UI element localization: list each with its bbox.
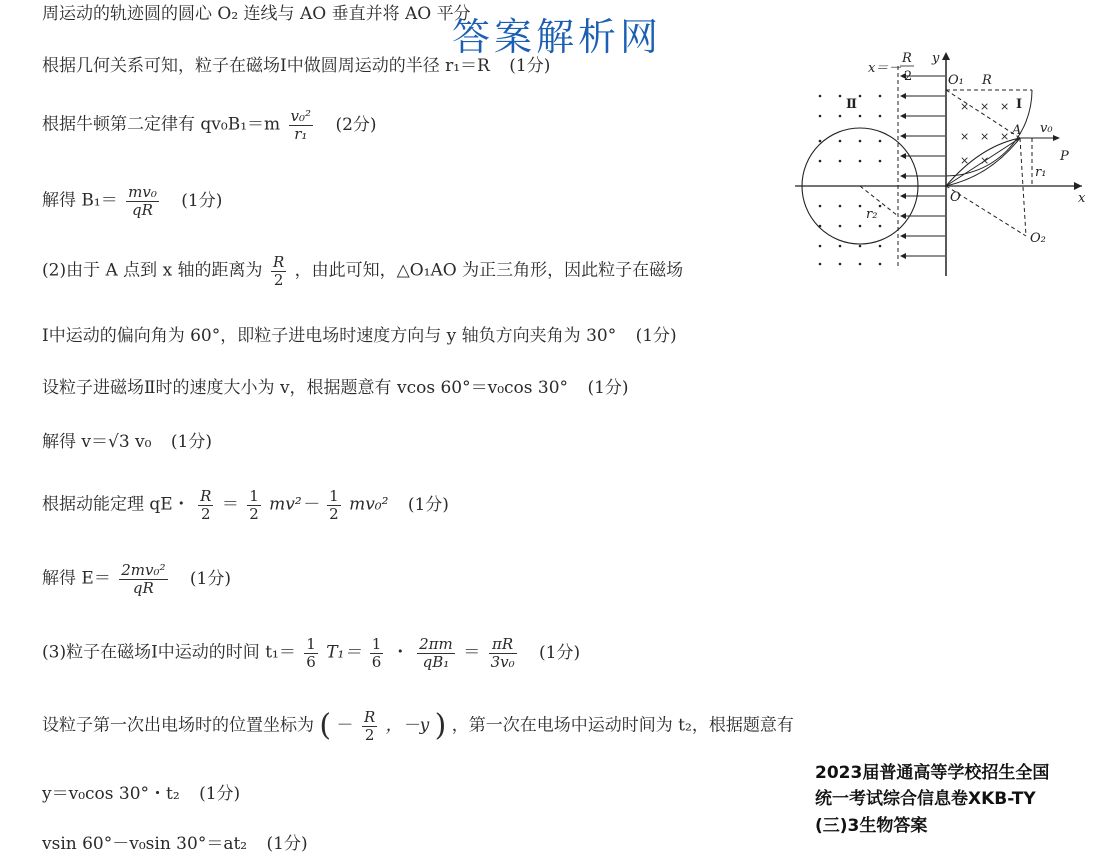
label-2: 2 [904,69,913,84]
line-6-text: Ⅰ中运动的偏向角为 60°，即粒子进电场时速度方向与 y 轴负方向夹角为 30° [42,326,617,346]
numerator: 1 [371,635,382,653]
line-8-score: (1分) [170,432,212,452]
label-O1: O₁ [948,73,964,88]
denominator: 2 [329,504,339,523]
line-10-score: (1分) [189,568,232,589]
text-line-9 [42,488,449,522]
line-12-text-b: ，－y [385,715,430,736]
numerator: R [200,487,212,505]
line-7-text: 设粒子进磁场Ⅱ时的速度大小为 v，根据题意有 vcos 60°＝v₀cos 30° [42,378,569,398]
numerator: 1 [306,635,316,653]
footer-line-2: 统一考试综合信息卷XKB-TY [815,789,1036,810]
line-6-score: (1分) [635,326,677,346]
line-7-score: (1分) [587,378,629,398]
svg-text:×: × [960,100,970,113]
line-10-text: 解得 E＝ [42,568,111,589]
text-line-2 [42,56,550,76]
line-12-text-c: ，第一次在电场中运动时间为 t₂，根据题意有 [451,715,794,736]
label-y: y [932,51,940,66]
fraction [289,108,314,142]
fraction [362,709,377,743]
magnetic-field-dots [819,95,882,266]
svg-text:×: × [960,154,970,167]
label-R-top: R [902,51,912,66]
minus-sign: － [336,715,354,736]
exam-footer [815,760,1099,839]
fraction [119,562,167,596]
watermark: 答案解析网 [452,15,663,59]
line-5-text-a: (2)由于 A 点到 x 轴的距离为 [42,260,263,281]
numerator: R [363,708,376,726]
footer-line-3: (三)3生物答案 [815,815,928,836]
line-4-text: 解得 B₁＝ [42,190,118,211]
fraction [271,254,286,288]
svg-text:×: × [980,154,990,167]
denominator: 2 [362,726,377,744]
label-R: R [982,73,992,88]
label-v0: v₀ [1040,121,1053,136]
label-x: x [1078,191,1086,206]
text-line-11 [42,636,580,670]
line-13-score: (1分) [199,784,241,804]
fraction [247,488,261,522]
text-line-13 [42,784,240,804]
x-axis-arrow [1074,182,1082,190]
numerator: 2πm [419,635,453,653]
numerator: 1 [329,487,339,505]
label-O: O [950,190,961,205]
label-r2: r₂ [866,207,878,222]
line-3-text: 根据牛顿第二定律有 qv₀B₁＝m [42,114,281,135]
line-11-mid-1: T₁＝ [326,642,362,663]
numerator: 2mv₀² [121,561,166,579]
line-9-text-a: 根据动能定理 qE・ [42,494,190,515]
right-paren: ) [434,708,447,743]
label-field-I: Ⅰ [1016,97,1023,112]
numerator: πR [492,635,514,653]
label-r1: r₁ [1035,165,1047,180]
line-11-score: (1分) [539,642,581,663]
electric-field-arrows [900,73,945,259]
line-3-score: (2分) [335,114,377,135]
text-line-7 [42,378,629,398]
o-a-line [946,138,1020,186]
denominator: 3v₀ [490,652,515,671]
svg-text:×: × [980,130,990,143]
text-line-4 [42,184,222,218]
denominator: 6 [306,652,316,671]
numerator: mv₀ [128,183,157,201]
numerator: R [272,253,285,271]
fraction [327,488,341,522]
svg-text:×: × [1000,130,1010,143]
denominator: qR [126,201,159,219]
fraction [126,184,159,218]
line-1-text: 周运动的轨迹圆的圆心 O₂ 连线与 AO 垂直并将 AO 平分 [42,4,471,24]
line-2-score: (1分) [509,56,551,76]
line-11-text-a: (3)粒子在磁场Ⅰ中运动的时间 t₁＝ [42,642,296,663]
left-paren: ( [319,708,332,743]
fraction [489,636,517,670]
line-8-text: 解得 v＝√3 v₀ [42,432,152,452]
denominator: 2 [271,271,286,289]
y-axis-arrow [942,52,950,60]
line-14-text: vsin 60°－v₀sin 30°＝at₂ [42,834,248,854]
text-line-12 [42,708,794,744]
svg-text:×: × [1000,100,1010,113]
text-line-14 [42,834,308,854]
fraction [417,636,455,670]
text-line-1 [42,4,471,24]
denominator: 2 [249,504,259,523]
line-9-score: (1分) [407,494,449,515]
a-o2-line [1020,138,1026,236]
svg-text:×: × [960,130,970,143]
text-line-10 [42,562,231,596]
line-9-end: mv₀² [349,494,389,515]
equals-sign: ＝ [463,642,481,663]
text-line-5 [42,254,683,288]
line-5-text-b: ，由此可知，△O₁AO 为正三角形，因此粒子在磁场 [294,260,684,281]
physics-diagram [790,46,1090,276]
line-9-mid: mv²－ [269,494,319,515]
text-line-8 [42,432,212,452]
label-x-eq: x＝－ [868,61,902,76]
denominator: 2 [198,505,213,523]
fraction [370,636,384,670]
line-4-score: (1分) [181,190,223,211]
numerator: 1 [249,487,259,505]
line-13-text: y＝v₀cos 30°・t₂ [42,784,180,804]
label-O2: O₂ [1030,231,1046,246]
line-11-mid-2: ・ [391,642,409,663]
line-2-text: 根据几何关系可知，粒子在磁场Ⅰ中做圆周运动的半径 r₁＝R [42,56,490,76]
text-line-3 [42,108,377,142]
line-14-score: (1分) [266,834,308,854]
svg-text:×: × [980,100,990,113]
fraction [304,636,318,670]
denominator: r₁ [289,125,314,143]
denominator: qR [119,579,167,597]
velocity-arrow [1053,135,1060,141]
denominator: 6 [371,652,382,671]
label-A: A [1012,123,1022,138]
label-field-II: Ⅱ [846,97,857,112]
fraction [198,488,213,522]
equals-sign: ＝ [221,494,239,515]
label-P: P [1060,149,1069,164]
line-12-text-a: 设粒子第一次出电场时的位置坐标为 [42,715,314,736]
text-line-6 [42,326,677,346]
denominator: qB₁ [417,653,455,671]
footer-line-1: 2023届普通高等学校招生全国 [815,763,1050,783]
numerator: v₀² [290,107,312,125]
